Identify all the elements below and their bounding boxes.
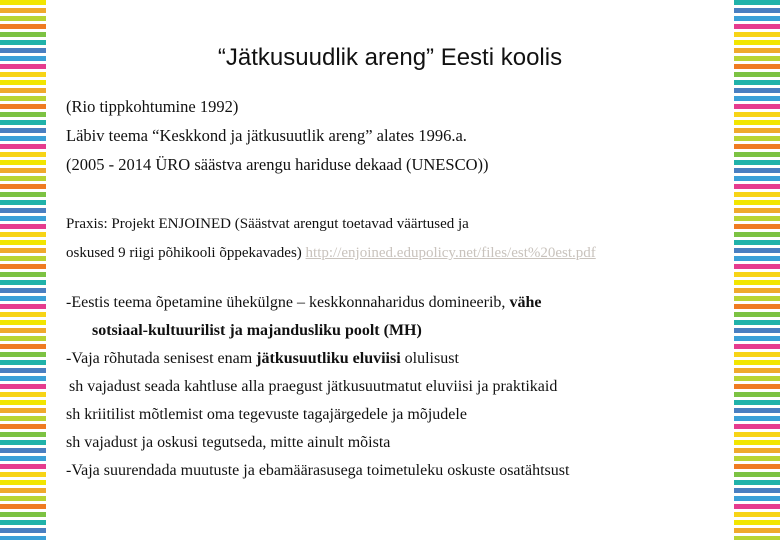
stripe-band bbox=[0, 232, 46, 237]
stripe-band bbox=[0, 80, 46, 85]
stripe-band bbox=[0, 320, 46, 325]
stripe-band bbox=[734, 136, 780, 141]
stripe-band bbox=[0, 32, 46, 37]
stripe-band bbox=[734, 504, 780, 509]
stripe-band bbox=[0, 400, 46, 405]
stripe-band bbox=[734, 240, 780, 245]
stripe-band bbox=[734, 120, 780, 125]
stripe-band bbox=[734, 520, 780, 525]
point-emphasis: vähe bbox=[509, 294, 542, 311]
intro-line: (2005 - 2014 ÜRO säästva arengu hariduse dekaad (UNESCO)) bbox=[66, 155, 489, 174]
stripe-band bbox=[734, 456, 780, 461]
point-line: -Vaja suurendada muutuste ja ebamäärasusega toimetuleku oskuste osatähtsust bbox=[66, 462, 570, 479]
stripe-band bbox=[734, 192, 780, 197]
stripe-band bbox=[0, 40, 46, 45]
stripe-band bbox=[0, 392, 46, 397]
decorative-stripes-right bbox=[734, 0, 780, 540]
stripe-band bbox=[0, 336, 46, 341]
stripe-band bbox=[0, 432, 46, 437]
stripe-band bbox=[0, 0, 46, 5]
stripe-band bbox=[0, 520, 46, 525]
stripe-band bbox=[734, 432, 780, 437]
stripe-band bbox=[734, 32, 780, 37]
stripe-band bbox=[734, 472, 780, 477]
stripe-band bbox=[734, 88, 780, 93]
stripe-band bbox=[734, 8, 780, 13]
stripe-band bbox=[0, 528, 46, 533]
intro-line: (Rio tippkohtumine 1992) bbox=[66, 97, 239, 116]
stripe-band bbox=[0, 240, 46, 245]
stripe-band bbox=[734, 40, 780, 45]
stripe-band bbox=[734, 24, 780, 29]
stripe-band bbox=[734, 112, 780, 117]
stripe-band bbox=[0, 88, 46, 93]
stripe-band bbox=[734, 512, 780, 517]
point-line: sh vajadust ja oskusi tegutseda, mitte ainult mõista bbox=[66, 434, 391, 451]
stripe-band bbox=[0, 496, 46, 501]
stripe-band bbox=[734, 152, 780, 157]
point-line: sh vajadust seada kahtluse alla praegust jätkusuutmatut eluviisi ja praktikaid bbox=[69, 378, 558, 395]
stripe-band bbox=[0, 208, 46, 213]
stripe-band bbox=[734, 416, 780, 421]
stripe-band bbox=[734, 408, 780, 413]
stripe-band bbox=[734, 312, 780, 317]
stripe-band bbox=[0, 312, 46, 317]
stripe-band bbox=[0, 112, 46, 117]
stripe-band bbox=[0, 64, 46, 69]
praxis-line-text: oskused 9 riigi põhikooli õppekavades) bbox=[66, 245, 302, 261]
stripe-band bbox=[0, 456, 46, 461]
stripe-band bbox=[734, 72, 780, 77]
stripe-band bbox=[734, 96, 780, 101]
stripe-band bbox=[734, 128, 780, 133]
praxis-line: Praxis: Projekt ENJOINED (Säästvat arengut toetavad väärtused ja bbox=[66, 216, 469, 232]
stripe-band bbox=[734, 336, 780, 341]
stripe-band bbox=[0, 152, 46, 157]
stripe-band bbox=[0, 128, 46, 133]
praxis-line bbox=[66, 239, 730, 268]
stripe-band bbox=[734, 216, 780, 221]
stripe-band bbox=[0, 472, 46, 477]
stripe-band bbox=[734, 328, 780, 333]
points-block bbox=[66, 289, 730, 485]
intro-line: Läbiv teema “Keskkond ja jätkusuutlik areng” alates 1996.a. bbox=[66, 126, 467, 145]
stripe-band bbox=[734, 144, 780, 149]
praxis-link[interactable]: http://enjoined.edupolicy.net/files/est%20est.pdf bbox=[305, 245, 596, 261]
stripe-band bbox=[0, 200, 46, 205]
stripe-band bbox=[0, 160, 46, 165]
stripe-band bbox=[0, 248, 46, 253]
stripe-band bbox=[734, 256, 780, 261]
stripe-band bbox=[0, 104, 46, 109]
stripe-band bbox=[0, 56, 46, 61]
stripe-band bbox=[0, 272, 46, 277]
stripe-band bbox=[0, 288, 46, 293]
stripe-band bbox=[734, 48, 780, 53]
point-line: sh kriitilist mõtlemist oma tegevuste tagajärgedele ja mõjudele bbox=[66, 406, 467, 423]
point-text: -Vaja rõhutada senisest enam bbox=[66, 350, 253, 367]
stripe-band bbox=[0, 352, 46, 357]
stripe-band bbox=[734, 248, 780, 253]
stripe-band bbox=[734, 104, 780, 109]
stripe-band bbox=[0, 176, 46, 181]
stripe-band bbox=[0, 16, 46, 21]
stripe-band bbox=[734, 384, 780, 389]
stripe-band bbox=[0, 360, 46, 365]
stripe-band bbox=[734, 304, 780, 309]
point-line bbox=[66, 345, 730, 373]
stripe-band bbox=[0, 376, 46, 381]
stripe-band bbox=[0, 328, 46, 333]
stripe-band bbox=[0, 512, 46, 517]
stripe-band bbox=[734, 352, 780, 357]
stripe-band bbox=[0, 440, 46, 445]
point-line bbox=[66, 317, 730, 345]
intro-block bbox=[66, 92, 730, 179]
stripe-band bbox=[0, 480, 46, 485]
stripe-band bbox=[734, 480, 780, 485]
stripe-band bbox=[0, 168, 46, 173]
stripe-band bbox=[0, 368, 46, 373]
stripe-band bbox=[0, 384, 46, 389]
stripe-band bbox=[734, 440, 780, 445]
stripe-band bbox=[734, 536, 780, 540]
stripe-band bbox=[0, 120, 46, 125]
praxis-block bbox=[66, 210, 730, 268]
stripe-band bbox=[734, 232, 780, 237]
point-line bbox=[66, 289, 730, 317]
stripe-band bbox=[734, 224, 780, 229]
stripe-band bbox=[734, 496, 780, 501]
stripe-band bbox=[734, 448, 780, 453]
stripe-band bbox=[734, 528, 780, 533]
stripe-band bbox=[734, 16, 780, 21]
stripe-band bbox=[734, 360, 780, 365]
stripe-band bbox=[0, 464, 46, 469]
stripe-band bbox=[0, 144, 46, 149]
stripe-band bbox=[734, 64, 780, 69]
stripe-band bbox=[0, 424, 46, 429]
stripe-band bbox=[734, 344, 780, 349]
point-text: olulisust bbox=[404, 350, 459, 367]
slide-content bbox=[50, 0, 730, 540]
stripe-band bbox=[0, 448, 46, 453]
stripe-band bbox=[0, 136, 46, 141]
stripe-band bbox=[0, 192, 46, 197]
slide-title: “Jätkusuudlik areng” Eesti koolis bbox=[217, 44, 563, 71]
stripe-band bbox=[734, 424, 780, 429]
stripe-band bbox=[734, 264, 780, 269]
stripe-band bbox=[0, 264, 46, 269]
stripe-band bbox=[734, 184, 780, 189]
stripe-band bbox=[0, 256, 46, 261]
stripe-band bbox=[734, 368, 780, 373]
stripe-band bbox=[734, 320, 780, 325]
stripe-band bbox=[0, 8, 46, 13]
stripe-band bbox=[734, 0, 780, 5]
stripe-band bbox=[734, 208, 780, 213]
stripe-band bbox=[734, 200, 780, 205]
stripe-band bbox=[0, 184, 46, 189]
stripe-band bbox=[734, 464, 780, 469]
stripe-band bbox=[0, 344, 46, 349]
point-emphasis: sotsiaal-kultuurilist ja majandusliku poolt (MH) bbox=[92, 322, 422, 339]
stripe-band bbox=[0, 224, 46, 229]
stripe-band bbox=[734, 280, 780, 285]
stripe-band bbox=[0, 48, 46, 53]
stripe-band bbox=[0, 488, 46, 493]
stripe-band bbox=[734, 272, 780, 277]
stripe-band bbox=[734, 176, 780, 181]
stripe-band bbox=[734, 288, 780, 293]
stripe-band bbox=[734, 392, 780, 397]
stripe-band bbox=[734, 160, 780, 165]
decorative-stripes-left bbox=[0, 0, 46, 540]
stripe-band bbox=[0, 416, 46, 421]
stripe-band bbox=[734, 296, 780, 301]
stripe-band bbox=[734, 168, 780, 173]
stripe-band bbox=[0, 304, 46, 309]
stripe-band bbox=[0, 408, 46, 413]
stripe-band bbox=[0, 96, 46, 101]
stripe-band bbox=[0, 536, 46, 540]
stripe-band bbox=[734, 56, 780, 61]
point-text: -Eestis teema õpetamine ühekülgne – keskkonnaharidus domineerib, bbox=[66, 294, 506, 311]
stripe-band bbox=[0, 216, 46, 221]
stripe-band bbox=[0, 504, 46, 509]
stripe-band bbox=[734, 488, 780, 493]
point-emphasis: jätkusuutliku eluviisi bbox=[256, 350, 401, 367]
stripe-band bbox=[734, 400, 780, 405]
stripe-band bbox=[734, 80, 780, 85]
stripe-band bbox=[0, 280, 46, 285]
stripe-band bbox=[734, 376, 780, 381]
stripe-band bbox=[0, 72, 46, 77]
stripe-band bbox=[0, 296, 46, 301]
stripe-band bbox=[0, 24, 46, 29]
